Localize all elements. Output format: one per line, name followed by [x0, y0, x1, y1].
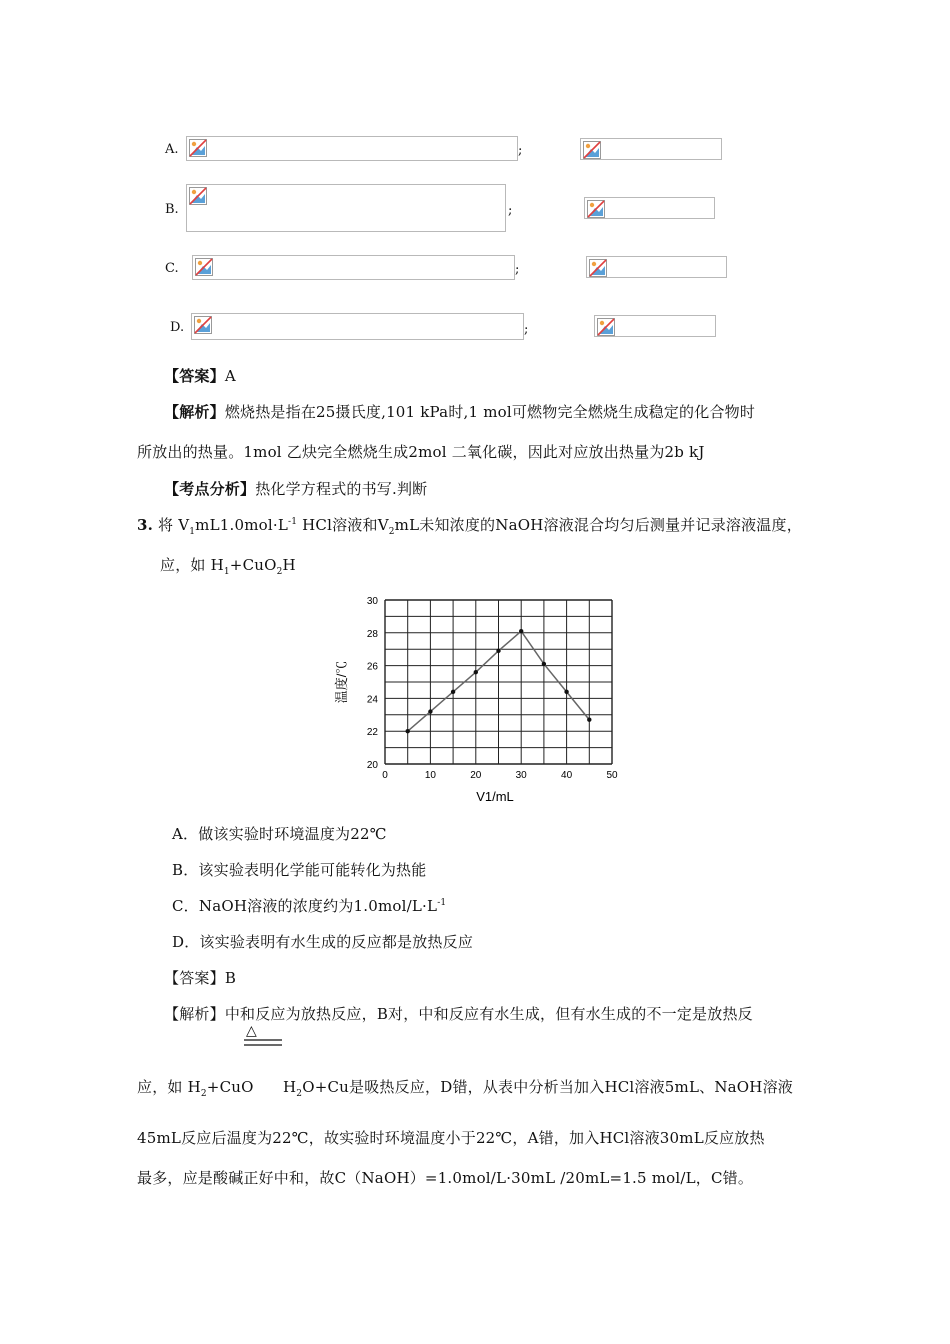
broken-image-icon	[587, 200, 605, 218]
option-d-value-image	[594, 315, 716, 337]
prev-key-point-label: 【考点分析】	[164, 480, 256, 498]
y-tick-label: 20	[366, 760, 378, 771]
temperature-chart	[330, 588, 630, 806]
prev-key-point-value: 热化学方程式的书写.判断	[255, 480, 428, 498]
reaction-condition-symbol: △	[246, 1023, 257, 1039]
option-letter-c: C.	[165, 261, 179, 276]
option-a-semicolon: ;	[518, 143, 523, 158]
q3-stem-a: 将 V	[158, 516, 190, 534]
broken-image-icon	[589, 259, 607, 277]
chart-x-label: V1/mL	[476, 789, 514, 804]
q3-stem-c: HCl溶液和V	[297, 516, 389, 534]
q3-option-c-text: C．NaOH溶液的浓度约为1.0mol/L·L	[172, 897, 438, 915]
prev-key-point	[164, 478, 427, 499]
x-tick-label: 40	[561, 770, 573, 781]
q3-option-c	[172, 895, 446, 916]
prev-analysis-line-2: 所放出的热量。1mol 乙炔完全燃烧生成2mol 二氧化碳，因此对应放出热量为2b kJ	[137, 443, 705, 461]
q3-option-a: A．做该实验时环境温度为22℃	[172, 825, 387, 843]
data-point	[519, 629, 523, 633]
broken-image-icon	[194, 316, 212, 334]
data-point	[474, 670, 478, 674]
option-c-value-image	[586, 256, 727, 278]
data-point	[428, 709, 432, 713]
option-b-equation-image	[186, 184, 506, 232]
q3-answer	[164, 967, 236, 988]
y-tick-label: 28	[366, 628, 378, 640]
broken-image-icon	[583, 141, 601, 159]
option-b-semicolon: ;	[508, 203, 513, 218]
q3-analysis-line-1	[164, 1003, 753, 1024]
data-point	[542, 662, 546, 666]
x-tick-label: 50	[606, 770, 618, 781]
x-tick-label: 10	[424, 770, 436, 781]
option-a-value-image	[580, 138, 722, 160]
q3-analysis-2-sub2: 2	[296, 1089, 303, 1099]
data-point	[451, 690, 455, 694]
q3-line2-c: H	[282, 556, 296, 574]
q3-stem-d: mL未知浓度的NaOH溶液混合均匀后测量并记录溶液温度，	[394, 516, 802, 534]
prev-analysis-label: 【解析】	[164, 403, 225, 421]
prev-answer-value: A	[224, 367, 236, 385]
option-b-value-image	[584, 197, 715, 219]
option-letter-d: D.	[170, 320, 185, 335]
prev-analysis-text-1: 燃烧热是指在25摄氏度,101 kPa时,1 mol可燃物完全燃烧生成稳定的化合物时	[224, 403, 756, 421]
q3-stem-b: mL1.0mol·L	[195, 516, 288, 534]
q3-line2-sub1: 1	[223, 567, 230, 577]
chart-grid	[385, 600, 612, 764]
x-tick-label: 30	[515, 770, 527, 781]
y-tick-label: 22	[366, 727, 378, 739]
prev-analysis-line-1	[164, 401, 755, 422]
reaction-condition-equal-sign	[244, 1039, 282, 1047]
q3-analysis-2d: O+Cu是吸热反应，D错，从表中分析当加入HCl溶液5mL、NaOH溶液	[302, 1078, 793, 1096]
option-c-semicolon: ;	[515, 262, 520, 277]
q3-analysis-line-2-rest	[283, 1076, 793, 1099]
q3-analysis-label: 【解析】	[164, 1005, 225, 1023]
q3-analysis-line-2	[137, 1076, 254, 1099]
q3-stem-sub1: 1	[189, 527, 196, 537]
q3-analysis-2b: +CuO	[206, 1078, 254, 1096]
y-tick-label: 26	[366, 661, 378, 673]
data-point	[406, 729, 410, 733]
x-tick-label: 0	[382, 770, 388, 781]
q3-analysis-2a: 应，如 H	[137, 1078, 201, 1096]
broken-image-icon	[597, 318, 615, 336]
broken-image-icon	[189, 139, 207, 157]
q3-line2-sub2: 2	[276, 567, 283, 577]
option-d-semicolon: ;	[524, 322, 529, 337]
data-point	[496, 649, 500, 653]
option-d-equation-image	[191, 313, 524, 340]
chart-y-label: 温度/℃	[334, 660, 349, 704]
q3-stem-line-2	[160, 554, 296, 577]
q3-line2-b: +CuO	[229, 556, 277, 574]
x-tick-label: 20	[470, 770, 482, 781]
data-point	[564, 690, 568, 694]
q3-analysis-2c: H	[283, 1078, 297, 1096]
q3-analysis-line-3: 45mL反应后温度为22℃，故实验时环境温度小于22℃，A错，加入HCl溶液30mL反应放热	[137, 1129, 765, 1147]
prev-answer	[164, 365, 236, 386]
option-letter-a: A.	[165, 142, 179, 157]
q3-line2-a: 应，如 H	[160, 556, 224, 574]
q3-number: 3.	[137, 516, 154, 534]
option-c-equation-image	[192, 255, 515, 280]
option-a-equation-image	[186, 136, 518, 161]
q3-analysis-2-sub: 2	[200, 1089, 207, 1099]
broken-image-icon	[195, 258, 213, 276]
q3-option-b: B．该实验表明化学能可能转化为热能	[172, 861, 427, 879]
broken-image-icon	[189, 187, 207, 205]
option-letter-b: B.	[165, 202, 179, 217]
chart-ticks	[367, 596, 618, 781]
prev-answer-label: 【答案】	[164, 367, 225, 385]
q3-option-c-sup: -1	[437, 898, 447, 908]
q3-stem-sub2: 2	[388, 527, 395, 537]
q3-stem-line-1	[137, 514, 802, 537]
q3-stem-sup1: -1	[288, 517, 298, 527]
y-tick-label: 24	[366, 694, 378, 706]
q3-option-d: D．该实验表明有水生成的反应都是放热反应	[172, 933, 474, 951]
q3-answer-value: B	[224, 969, 237, 987]
q3-answer-label: 【答案】	[164, 969, 225, 987]
data-point	[587, 718, 591, 722]
q3-analysis-line-4: 最多，应是酸碱正好中和，故C（NaOH）=1.0mol/L·30mL /20mL=1.5 mol/L，C错。	[137, 1169, 754, 1187]
q3-analysis-text-1: 中和反应为放热反应，B对，中和反应有水生成，但有水生成的不一定是放热反	[224, 1005, 753, 1023]
y-tick-label: 30	[366, 596, 378, 607]
